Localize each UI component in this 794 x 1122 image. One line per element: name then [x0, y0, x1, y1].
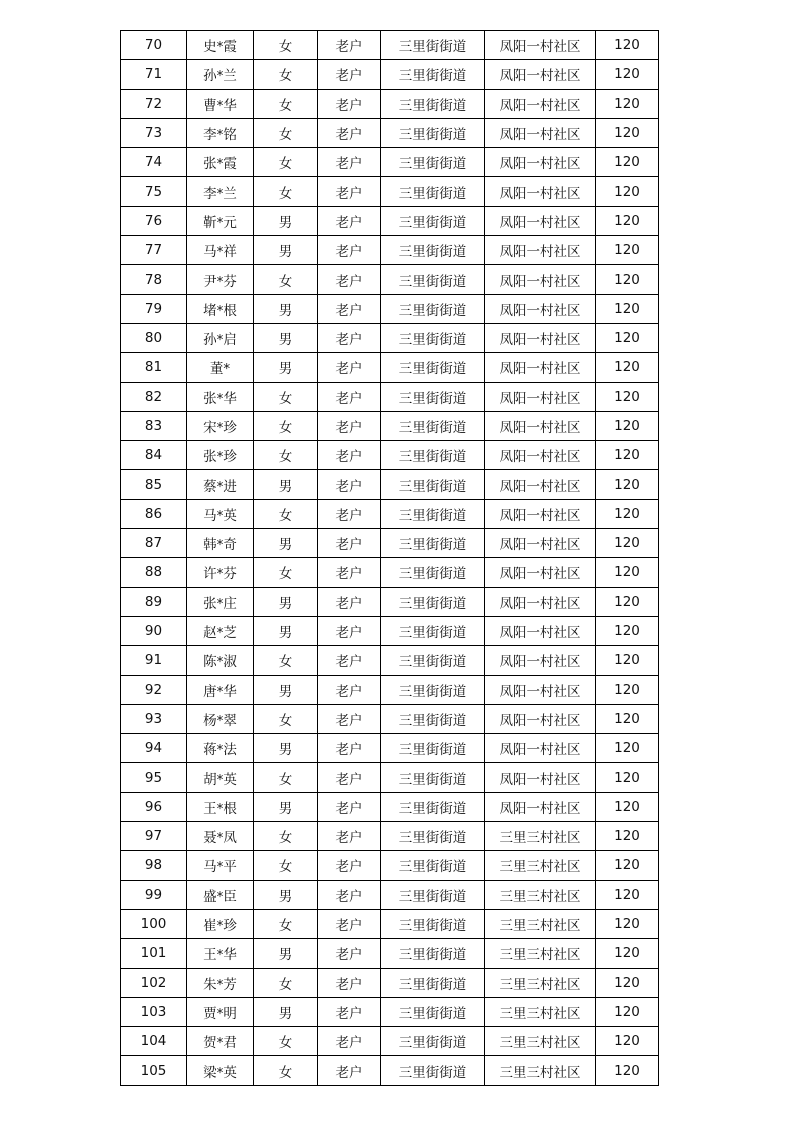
gender-cell: 女: [254, 1056, 318, 1085]
household-type-cell: 老户: [318, 353, 381, 382]
community-cell: 凤阳一村社区: [485, 411, 596, 440]
gender-cell: 女: [254, 646, 318, 675]
household-type-cell: 老户: [318, 968, 381, 997]
amount-cell: 120: [596, 763, 659, 792]
household-type-cell: 老户: [318, 880, 381, 909]
subdistrict-cell: 三里街街道: [381, 470, 485, 499]
person-name-cell: 梁*英: [187, 1056, 254, 1085]
person-name-cell: 陈*淑: [187, 646, 254, 675]
table-row: [121, 441, 659, 470]
community-cell: 凤阳一村社区: [485, 675, 596, 704]
row-number-cell: 78: [121, 265, 187, 294]
table-row: [121, 470, 659, 499]
amount-cell: 120: [596, 89, 659, 118]
table-row: [121, 148, 659, 177]
household-type-cell: 老户: [318, 909, 381, 938]
subdistrict-cell: 三里街街道: [381, 1027, 485, 1056]
gender-cell: 女: [254, 177, 318, 206]
household-type-cell: 老户: [318, 441, 381, 470]
amount-cell: 120: [596, 939, 659, 968]
subdistrict-cell: 三里街街道: [381, 294, 485, 323]
subdistrict-cell: 三里街街道: [381, 529, 485, 558]
amount-cell: 120: [596, 382, 659, 411]
gender-cell: 女: [254, 441, 318, 470]
community-cell: 凤阳一村社区: [485, 616, 596, 645]
row-number-cell: 73: [121, 118, 187, 147]
subdistrict-cell: 三里街街道: [381, 734, 485, 763]
subdistrict-cell: 三里街街道: [381, 323, 485, 352]
person-name-cell: 王*华: [187, 939, 254, 968]
person-name-cell: 唐*华: [187, 675, 254, 704]
row-number-cell: 87: [121, 529, 187, 558]
person-name-cell: 盛*臣: [187, 880, 254, 909]
person-name-cell: 孙*兰: [187, 60, 254, 89]
subdistrict-cell: 三里街街道: [381, 880, 485, 909]
person-name-cell: 朱*芳: [187, 968, 254, 997]
table-row: [121, 236, 659, 265]
subdistrict-cell: 三里街街道: [381, 851, 485, 880]
gender-cell: 男: [254, 997, 318, 1026]
subdistrict-cell: 三里街街道: [381, 411, 485, 440]
person-name-cell: 曹*华: [187, 89, 254, 118]
community-cell: 凤阳一村社区: [485, 382, 596, 411]
household-type-cell: 老户: [318, 704, 381, 733]
community-cell: 凤阳一村社区: [485, 236, 596, 265]
amount-cell: 120: [596, 734, 659, 763]
row-number-cell: 86: [121, 499, 187, 528]
roster-table: [120, 30, 659, 1086]
community-cell: 凤阳一村社区: [485, 763, 596, 792]
person-name-cell: 孙*启: [187, 323, 254, 352]
table-row: [121, 177, 659, 206]
community-cell: 凤阳一村社区: [485, 646, 596, 675]
gender-cell: 男: [254, 353, 318, 382]
person-name-cell: 堵*根: [187, 294, 254, 323]
person-name-cell: 贾*明: [187, 997, 254, 1026]
table-row: [121, 704, 659, 733]
person-name-cell: 王*根: [187, 792, 254, 821]
row-number-cell: 82: [121, 382, 187, 411]
household-type-cell: 老户: [318, 1027, 381, 1056]
table-row: [121, 353, 659, 382]
community-cell: 凤阳一村社区: [485, 31, 596, 60]
gender-cell: 女: [254, 851, 318, 880]
subdistrict-cell: 三里街街道: [381, 909, 485, 938]
gender-cell: 男: [254, 470, 318, 499]
table-row: [121, 1027, 659, 1056]
table-row: [121, 206, 659, 235]
community-cell: 凤阳一村社区: [485, 89, 596, 118]
table-row: [121, 1056, 659, 1085]
amount-cell: 120: [596, 323, 659, 352]
community-cell: 三里三村社区: [485, 968, 596, 997]
community-cell: 凤阳一村社区: [485, 529, 596, 558]
person-name-cell: 许*芬: [187, 558, 254, 587]
row-number-cell: 94: [121, 734, 187, 763]
amount-cell: 120: [596, 148, 659, 177]
person-name-cell: 张*霞: [187, 148, 254, 177]
subdistrict-cell: 三里街街道: [381, 60, 485, 89]
household-type-cell: 老户: [318, 177, 381, 206]
row-number-cell: 96: [121, 792, 187, 821]
person-name-cell: 董*: [187, 353, 254, 382]
amount-cell: 120: [596, 909, 659, 938]
community-cell: 凤阳一村社区: [485, 118, 596, 147]
row-number-cell: 74: [121, 148, 187, 177]
amount-cell: 120: [596, 646, 659, 675]
amount-cell: 120: [596, 997, 659, 1026]
table-row: [121, 323, 659, 352]
household-type-cell: 老户: [318, 822, 381, 851]
row-number-cell: 101: [121, 939, 187, 968]
household-type-cell: 老户: [318, 470, 381, 499]
person-name-cell: 崔*珍: [187, 909, 254, 938]
household-type-cell: 老户: [318, 60, 381, 89]
gender-cell: 女: [254, 31, 318, 60]
subdistrict-cell: 三里街街道: [381, 939, 485, 968]
subdistrict-cell: 三里街街道: [381, 704, 485, 733]
table-row: [121, 411, 659, 440]
gender-cell: 女: [254, 763, 318, 792]
row-number-cell: 88: [121, 558, 187, 587]
row-number-cell: 71: [121, 60, 187, 89]
community-cell: 凤阳一村社区: [485, 499, 596, 528]
row-number-cell: 70: [121, 31, 187, 60]
row-number-cell: 95: [121, 763, 187, 792]
person-name-cell: 聂*凤: [187, 822, 254, 851]
household-type-cell: 老户: [318, 558, 381, 587]
subdistrict-cell: 三里街街道: [381, 822, 485, 851]
subdistrict-cell: 三里街街道: [381, 89, 485, 118]
household-type-cell: 老户: [318, 294, 381, 323]
table-row: [121, 89, 659, 118]
household-type-cell: 老户: [318, 529, 381, 558]
row-number-cell: 75: [121, 177, 187, 206]
household-type-cell: 老户: [318, 763, 381, 792]
household-type-cell: 老户: [318, 118, 381, 147]
subdistrict-cell: 三里街街道: [381, 1056, 485, 1085]
community-cell: 三里三村社区: [485, 880, 596, 909]
person-name-cell: 蔡*进: [187, 470, 254, 499]
gender-cell: 女: [254, 60, 318, 89]
gender-cell: 男: [254, 294, 318, 323]
subdistrict-cell: 三里街街道: [381, 675, 485, 704]
amount-cell: 120: [596, 822, 659, 851]
gender-cell: 男: [254, 734, 318, 763]
person-name-cell: 张*庄: [187, 587, 254, 616]
community-cell: 凤阳一村社区: [485, 704, 596, 733]
row-number-cell: 100: [121, 909, 187, 938]
household-type-cell: 老户: [318, 939, 381, 968]
gender-cell: 女: [254, 499, 318, 528]
subdistrict-cell: 三里街街道: [381, 499, 485, 528]
person-name-cell: 靳*元: [187, 206, 254, 235]
amount-cell: 120: [596, 441, 659, 470]
subdistrict-cell: 三里街街道: [381, 265, 485, 294]
community-cell: 凤阳一村社区: [485, 470, 596, 499]
person-name-cell: 张*华: [187, 382, 254, 411]
amount-cell: 120: [596, 499, 659, 528]
gender-cell: 女: [254, 822, 318, 851]
person-name-cell: 马*英: [187, 499, 254, 528]
gender-cell: 女: [254, 382, 318, 411]
community-cell: 凤阳一村社区: [485, 60, 596, 89]
community-cell: 凤阳一村社区: [485, 323, 596, 352]
table-row: [121, 587, 659, 616]
household-type-cell: 老户: [318, 792, 381, 821]
table-row: [121, 558, 659, 587]
table-row: [121, 646, 659, 675]
row-number-cell: 91: [121, 646, 187, 675]
household-type-cell: 老户: [318, 265, 381, 294]
table-row: [121, 939, 659, 968]
subdistrict-cell: 三里街街道: [381, 646, 485, 675]
amount-cell: 120: [596, 704, 659, 733]
row-number-cell: 97: [121, 822, 187, 851]
row-number-cell: 84: [121, 441, 187, 470]
amount-cell: 120: [596, 118, 659, 147]
subdistrict-cell: 三里街街道: [381, 206, 485, 235]
gender-cell: 女: [254, 411, 318, 440]
subdistrict-cell: 三里街街道: [381, 587, 485, 616]
row-number-cell: 104: [121, 1027, 187, 1056]
table-row: [121, 118, 659, 147]
row-number-cell: 93: [121, 704, 187, 733]
gender-cell: 男: [254, 880, 318, 909]
household-type-cell: 老户: [318, 616, 381, 645]
gender-cell: 女: [254, 558, 318, 587]
table-row: [121, 616, 659, 645]
household-type-cell: 老户: [318, 206, 381, 235]
subdistrict-cell: 三里街街道: [381, 118, 485, 147]
community-cell: 凤阳一村社区: [485, 558, 596, 587]
gender-cell: 男: [254, 792, 318, 821]
community-cell: 三里三村社区: [485, 1027, 596, 1056]
gender-cell: 男: [254, 236, 318, 265]
community-cell: 凤阳一村社区: [485, 587, 596, 616]
table-row: [121, 265, 659, 294]
gender-cell: 女: [254, 148, 318, 177]
community-cell: 凤阳一村社区: [485, 177, 596, 206]
gender-cell: 男: [254, 675, 318, 704]
community-cell: 凤阳一村社区: [485, 294, 596, 323]
subdistrict-cell: 三里街街道: [381, 353, 485, 382]
person-name-cell: 李*兰: [187, 177, 254, 206]
table-row: [121, 60, 659, 89]
subdistrict-cell: 三里街街道: [381, 177, 485, 206]
table-row: [121, 675, 659, 704]
community-cell: 凤阳一村社区: [485, 792, 596, 821]
subdistrict-cell: 三里街街道: [381, 968, 485, 997]
person-name-cell: 史*霞: [187, 31, 254, 60]
gender-cell: 男: [254, 616, 318, 645]
gender-cell: 男: [254, 939, 318, 968]
person-name-cell: 马*平: [187, 851, 254, 880]
amount-cell: 120: [596, 206, 659, 235]
person-name-cell: 蒋*法: [187, 734, 254, 763]
row-number-cell: 105: [121, 1056, 187, 1085]
subdistrict-cell: 三里街街道: [381, 763, 485, 792]
table-row: [121, 880, 659, 909]
community-cell: 三里三村社区: [485, 939, 596, 968]
subdistrict-cell: 三里街街道: [381, 997, 485, 1026]
table-row: [121, 294, 659, 323]
table-row: [121, 822, 659, 851]
household-type-cell: 老户: [318, 411, 381, 440]
amount-cell: 120: [596, 851, 659, 880]
amount-cell: 120: [596, 558, 659, 587]
person-name-cell: 杨*翠: [187, 704, 254, 733]
household-type-cell: 老户: [318, 499, 381, 528]
amount-cell: 120: [596, 236, 659, 265]
household-type-cell: 老户: [318, 31, 381, 60]
gender-cell: 男: [254, 206, 318, 235]
row-number-cell: 99: [121, 880, 187, 909]
amount-cell: 120: [596, 1056, 659, 1085]
community-cell: 三里三村社区: [485, 909, 596, 938]
household-type-cell: 老户: [318, 236, 381, 265]
amount-cell: 120: [596, 968, 659, 997]
table-row: [121, 763, 659, 792]
subdistrict-cell: 三里街街道: [381, 148, 485, 177]
table-row: [121, 792, 659, 821]
row-number-cell: 80: [121, 323, 187, 352]
person-name-cell: 贺*君: [187, 1027, 254, 1056]
person-name-cell: 尹*芬: [187, 265, 254, 294]
community-cell: 凤阳一村社区: [485, 206, 596, 235]
household-type-cell: 老户: [318, 89, 381, 118]
person-name-cell: 赵*芝: [187, 616, 254, 645]
roster-table-body: [121, 31, 659, 1086]
household-type-cell: 老户: [318, 323, 381, 352]
amount-cell: 120: [596, 411, 659, 440]
amount-cell: 120: [596, 470, 659, 499]
household-type-cell: 老户: [318, 997, 381, 1026]
subdistrict-cell: 三里街街道: [381, 792, 485, 821]
subdistrict-cell: 三里街街道: [381, 441, 485, 470]
table-row: [121, 968, 659, 997]
community-cell: 三里三村社区: [485, 1056, 596, 1085]
row-number-cell: 85: [121, 470, 187, 499]
household-type-cell: 老户: [318, 587, 381, 616]
amount-cell: 120: [596, 616, 659, 645]
amount-cell: 120: [596, 265, 659, 294]
person-name-cell: 张*珍: [187, 441, 254, 470]
subdistrict-cell: 三里街街道: [381, 236, 485, 265]
subdistrict-cell: 三里街街道: [381, 382, 485, 411]
gender-cell: 女: [254, 704, 318, 733]
table-row: [121, 851, 659, 880]
row-number-cell: 103: [121, 997, 187, 1026]
household-type-cell: 老户: [318, 646, 381, 675]
row-number-cell: 90: [121, 616, 187, 645]
community-cell: 凤阳一村社区: [485, 265, 596, 294]
community-cell: 凤阳一村社区: [485, 441, 596, 470]
gender-cell: 女: [254, 118, 318, 147]
gender-cell: 女: [254, 265, 318, 294]
table-row: [121, 499, 659, 528]
amount-cell: 120: [596, 60, 659, 89]
amount-cell: 120: [596, 294, 659, 323]
row-number-cell: 76: [121, 206, 187, 235]
amount-cell: 120: [596, 177, 659, 206]
person-name-cell: 韩*奇: [187, 529, 254, 558]
amount-cell: 120: [596, 31, 659, 60]
amount-cell: 120: [596, 675, 659, 704]
row-number-cell: 92: [121, 675, 187, 704]
community-cell: 三里三村社区: [485, 822, 596, 851]
amount-cell: 120: [596, 792, 659, 821]
community-cell: 凤阳一村社区: [485, 734, 596, 763]
table-row: [121, 31, 659, 60]
table-row: [121, 997, 659, 1026]
subdistrict-cell: 三里街街道: [381, 31, 485, 60]
person-name-cell: 宋*珍: [187, 411, 254, 440]
row-number-cell: 81: [121, 353, 187, 382]
subdistrict-cell: 三里街街道: [381, 616, 485, 645]
table-row: [121, 382, 659, 411]
gender-cell: 男: [254, 587, 318, 616]
amount-cell: 120: [596, 587, 659, 616]
household-type-cell: 老户: [318, 734, 381, 763]
subdistrict-cell: 三里街街道: [381, 558, 485, 587]
amount-cell: 120: [596, 880, 659, 909]
person-name-cell: 李*铭: [187, 118, 254, 147]
table-row: [121, 909, 659, 938]
community-cell: 三里三村社区: [485, 851, 596, 880]
gender-cell: 女: [254, 89, 318, 118]
community-cell: 凤阳一村社区: [485, 353, 596, 382]
row-number-cell: 72: [121, 89, 187, 118]
gender-cell: 男: [254, 323, 318, 352]
amount-cell: 120: [596, 353, 659, 382]
row-number-cell: 89: [121, 587, 187, 616]
gender-cell: 男: [254, 529, 318, 558]
row-number-cell: 102: [121, 968, 187, 997]
household-type-cell: 老户: [318, 675, 381, 704]
person-name-cell: 胡*英: [187, 763, 254, 792]
person-name-cell: 马*祥: [187, 236, 254, 265]
row-number-cell: 83: [121, 411, 187, 440]
community-cell: 凤阳一村社区: [485, 148, 596, 177]
gender-cell: 女: [254, 909, 318, 938]
table-row: [121, 734, 659, 763]
amount-cell: 120: [596, 1027, 659, 1056]
row-number-cell: 98: [121, 851, 187, 880]
household-type-cell: 老户: [318, 148, 381, 177]
household-type-cell: 老户: [318, 382, 381, 411]
gender-cell: 女: [254, 968, 318, 997]
community-cell: 三里三村社区: [485, 997, 596, 1026]
row-number-cell: 79: [121, 294, 187, 323]
row-number-cell: 77: [121, 236, 187, 265]
table-row: [121, 529, 659, 558]
household-type-cell: 老户: [318, 851, 381, 880]
gender-cell: 女: [254, 1027, 318, 1056]
amount-cell: 120: [596, 529, 659, 558]
household-type-cell: 老户: [318, 1056, 381, 1085]
